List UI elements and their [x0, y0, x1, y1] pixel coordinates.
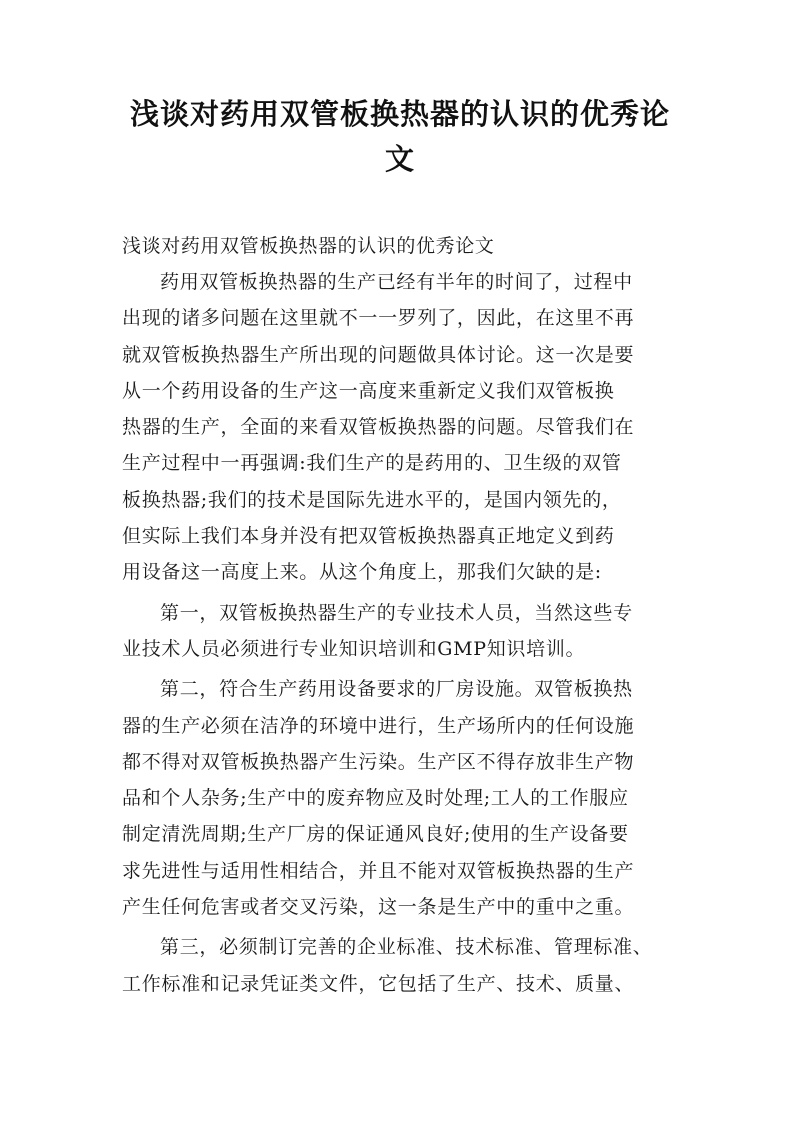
paragraph-line: 都不得对双管板换热器产生污染。生产区不得存放非生产物: [122, 750, 635, 773]
paragraph-point-1: [122, 595, 682, 668]
title-line-1: 浅谈对药用双管板换热器的认识的优秀论: [129, 97, 670, 131]
document-subtitle: 浅谈对药用双管板换热器的认识的优秀论文: [122, 235, 495, 257]
paragraph-point-3: [122, 929, 682, 1002]
paragraph-line: 生产过程中一再强调:我们生产的是药用的、卫生级的双管: [122, 452, 622, 475]
paragraph-line: 药用双管板换热器的生产已经有半年的时间了，过程中: [160, 271, 633, 293]
paragraph-line: 就双管板换热器生产所出现的问题做具体讨论。这一次是要: [122, 343, 635, 366]
paragraph-line: 产生任何危害或者交叉污染，这一条是生产中的重中之重。: [122, 896, 635, 919]
paragraph-line: 板换热器;我们的技术是国际先进水平的，是国内领先的，: [122, 488, 622, 511]
paragraph-line: 工作标准和记录凭证类文件，它包括了生产、技术、质量、: [122, 972, 635, 995]
paragraph-line: 业技术人员必须进行专业知识培训和GMP知识培训。: [122, 637, 586, 660]
paragraph-line: 出现的诸多问题在这里就不一一罗列了，因此，在这里不再: [122, 307, 635, 330]
title-line-2: 文: [384, 142, 415, 176]
paragraph-line: 用设备这一高度上来。从这个角度上，那我们欠缺的是:: [122, 561, 602, 584]
paragraph-intro: [122, 264, 682, 591]
paragraph-line: 求先进性与适用性相结合，并且不能对双管板换热器的生产: [122, 859, 635, 882]
paragraph-line: 第二，符合生产药用设备要求的厂房设施。双管板换热: [160, 678, 633, 701]
paragraph-line: 第三，必须制订完善的企业标准、技术标准、管理标准、: [160, 936, 653, 959]
paragraph-line: 但实际上我们本身并没有把双管板换热器真正地定义到药: [122, 525, 615, 548]
document-title: [120, 92, 680, 182]
paragraph-line: 制定清洗周期;生产厂房的保证通风良好;使用的生产设备要: [122, 823, 629, 846]
document-body: [122, 228, 682, 1002]
paragraph-line: 从一个药用设备的生产这一高度来重新定义我们双管板换: [122, 379, 615, 402]
paragraph-line: 品和个人杂务;生产中的废弃物应及时处理;工人的工作服应: [122, 787, 629, 810]
paragraph-line: 器的生产必须在洁净的环境中进行，生产场所内的任何设施: [122, 714, 635, 737]
paragraph-line: 热器的生产，全面的来看双管板换热器的问题。尽管我们在: [122, 416, 635, 439]
paragraph-point-2: [122, 671, 682, 925]
paragraph-line: 第一，双管板换热器生产的专业技术人员，当然这些专: [160, 601, 633, 624]
